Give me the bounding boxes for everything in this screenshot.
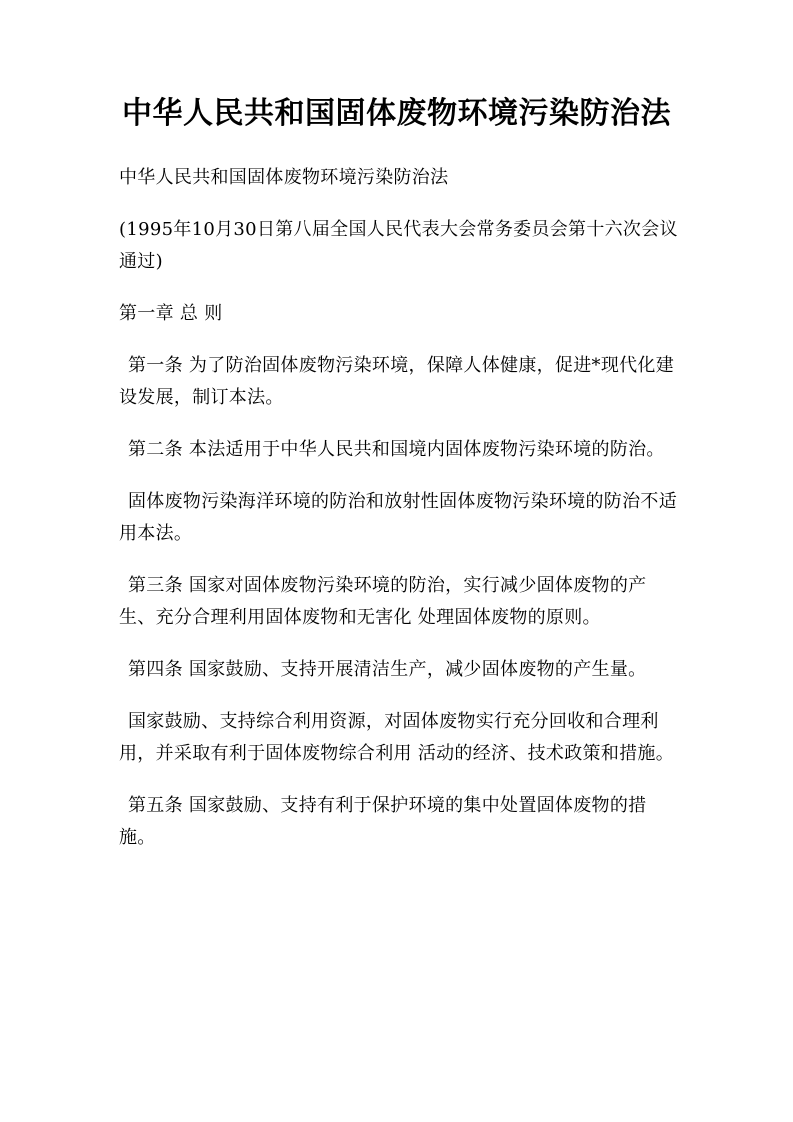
article-paragraph: 固体废物污染海洋环境的防治和放射性固体废物污染环境的防治不适用本法。 — [119, 491, 677, 544]
article-paragraph: 第三条 国家对固体废物污染环境的防治，实行减少固体废物的产生、充分合理利用固体废物和无害化 处理固体废物的原则。 — [119, 575, 647, 628]
article-paragraph: 国家鼓励、支持综合利用资源，对固体废物实行充分回收和合理利用，并采取有利于固体废物综合利用 活动的经济、技术政策和措施。 — [119, 711, 675, 764]
adoption-note-paragraph: (1995年10月30日第八届全国人民代表大会常务委员会第十六次会议通过) — [119, 219, 678, 272]
article-paragraph: 第五条 国家鼓励、支持有利于保护环境的集中处置固体废物的措施。 — [119, 795, 647, 848]
article-paragraph: 第二条 本法适用于中华人民共和国境内固体废物污染环境的防治。 — [128, 439, 665, 460]
law-name-paragraph: 中华人民共和国固体废物环境污染防治法 — [119, 167, 449, 188]
document-title: 中华人民共和国固体废物环境污染防治法 — [122, 96, 671, 131]
chapter-heading: 第一章 总 则 — [119, 303, 223, 324]
article-paragraph: 第一条 为了防治固体废物污染环境，保障人体健康，促进*现代化建设发展，制订本法。 — [119, 355, 675, 408]
article-paragraph: 第四条 国家鼓励、支持开展清洁生产，减少固体废物的产生量。 — [128, 659, 647, 680]
document-body — [119, 162, 679, 874]
